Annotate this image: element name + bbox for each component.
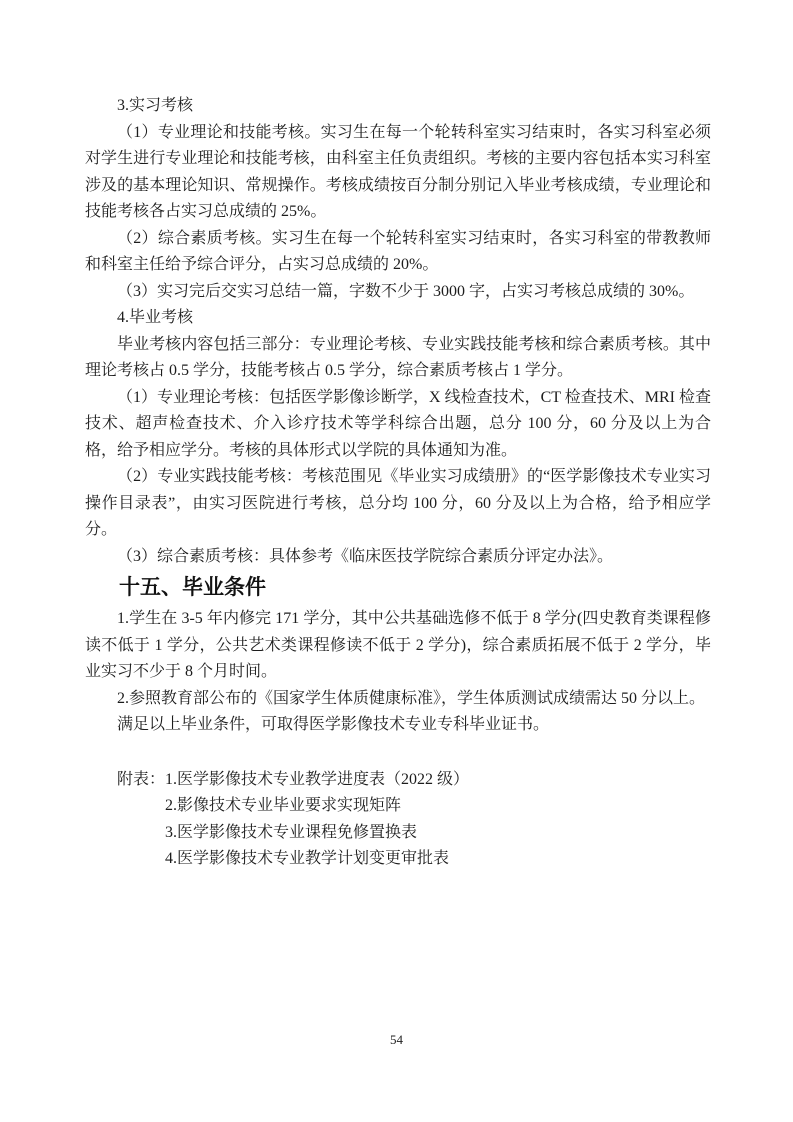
paragraph-comprehensive-quality: （2）综合素质考核。实习生在每一个轮转科室实习结束时，各实习科室的带教教师和科室主任给予综合评分，占实习总成绩的 20%。	[85, 229, 711, 273]
page-number: 54	[390, 1032, 403, 1047]
appendix-item-2: 2.影像技术专业毕业要求实现矩阵	[165, 797, 402, 814]
appendix-label: 附表：	[117, 770, 166, 788]
appendix-item-3: 3.医学影像技术专业课程免修置换表	[165, 823, 418, 841]
vertical-spacer	[85, 739, 711, 767]
paragraph-theory-skill-exam: （1）专业理论和技能考核。实习生在每一个轮转科室实习结束时，各实习科室必须对学生进行专业理论和技能考核，由科室主任负责组织。考核的主要内容包括本实习科室涉及的基本理论知识、常规操作。考核成绩按百分制分别记入毕业考核成绩，专业理论和技能考核各占实习总成绩的 25%。	[85, 123, 711, 220]
paragraph-internship-summary: （3）实习完后交实习总结一篇，字数不少于 3000 字，占实习考核总成绩的 30%。	[117, 282, 695, 300]
paragraph-practical-skill-exam: （2）专业实践技能考核：考核范围见《毕业实习成绩册》的“医学影像技术专业实习操作目录表”，由实习医院进行考核，总分均 100 分，60 分及以上为合格，给予相应学分。	[85, 468, 711, 538]
paragraph-diploma-statement: 满足以上毕业条件，可取得医学影像技术专业专科毕业证书。	[117, 716, 550, 733]
paragraph-quality-exam-reference: （3）综合素质考核：具体参考《临床医技学院综合素质分评定办法》。	[117, 547, 614, 565]
appendix-line	[85, 767, 711, 794]
paragraph-graduation-exam-overview: 毕业考核内容包括三部分：专业理论考核、专业实践技能考核和综合素质考核。其中理论考核占 0.5 学分，技能考核占 0.5 学分，综合素质考核占 1 学分。	[85, 335, 711, 379]
paragraph-credit-requirements: 1.学生在 3-5 年内修完 171 学分，其中公共基础选修不低于 8 学分(四史教育类课程修读不低于 1 学分，公共艺术类课程修读不低于 2 学分)，综合素质拓展不低于 2 学分，毕业实习不少于 8 个月时间。	[85, 610, 711, 680]
appendix-item-4: 4.医学影像技术专业教学计划变更审批表	[165, 850, 450, 867]
appendix-list	[85, 767, 711, 873]
paragraph-professional-theory-exam: （1）专业理论考核：包括医学影像诊断学，X 线检查技术，CT 检查技术、MRI 检查技术、超声检查技术、介入诊疗技术等学科综合出题，总分 100 分，60 分及以上为合格，给予相应学分。考核的具体形式以学院的具体通知为准。	[85, 388, 711, 459]
paragraph-fitness-standard: 2.参照教育部公布的《国家学生体质健康标准》，学生体质测试成绩需达 50 分以上。	[117, 689, 706, 707]
appendix-item-1: 1.医学影像技术专业教学进度表（2022 级）	[165, 770, 470, 788]
paragraph-graduation-exam-title: 4.毕业考核	[117, 309, 194, 326]
paragraph-internship-exam-title: 3.实习考核	[117, 97, 194, 114]
page-content	[85, 93, 711, 873]
section-heading-graduation-conditions: 十五、毕业条件	[119, 576, 266, 599]
